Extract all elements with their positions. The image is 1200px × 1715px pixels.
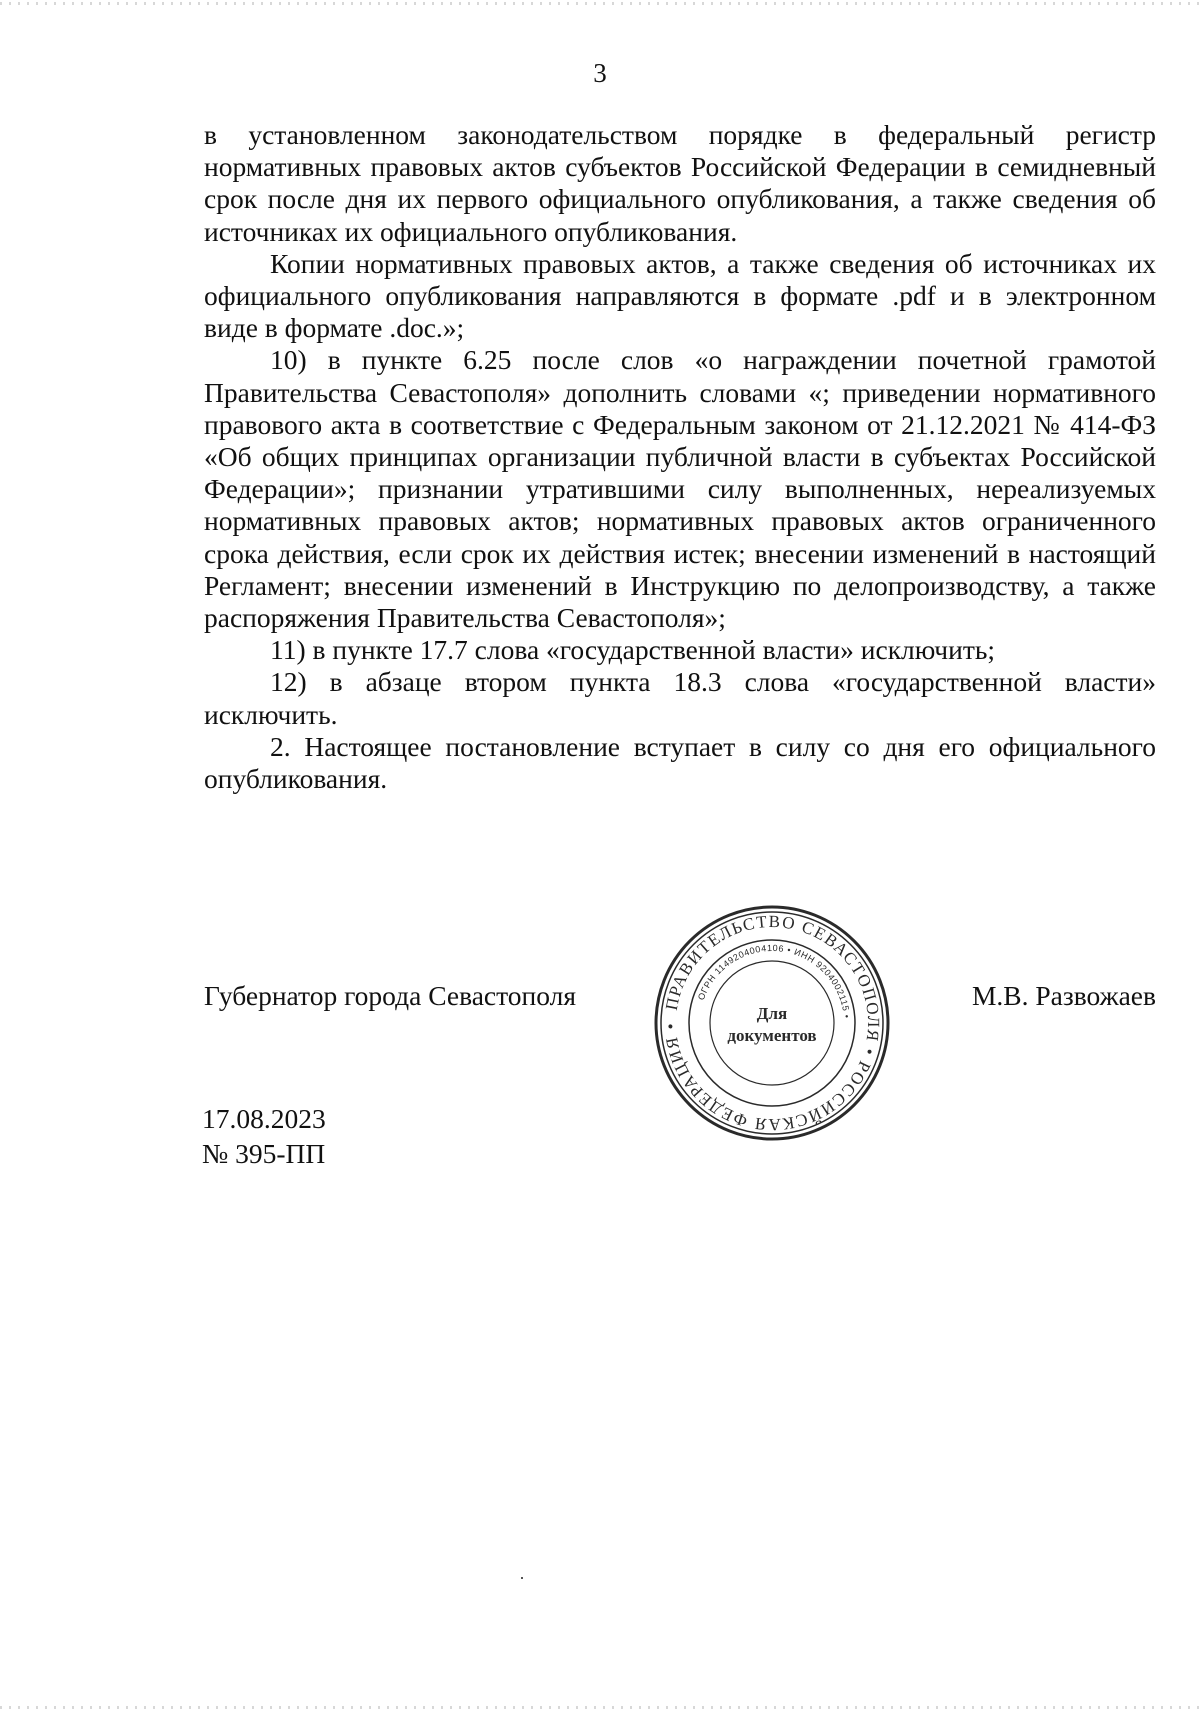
- scan-edge-top: [0, 2, 1200, 5]
- scan-edge-bottom: [0, 1706, 1200, 1709]
- paragraph-2: Копии нормативных правовых актов, а также сведения об источниках их официального опубликования направляются в формате .pdf и в электронном виде в формате .doc.»;: [204, 247, 1156, 344]
- document-body: [204, 119, 1156, 795]
- paragraph-item-11: 11) в пункте 17.7 слова «государственной власти» исключить;: [270, 634, 996, 666]
- paragraph-effective-date: 2. Настоящее постановление вступает в силу со дня его официального опубликования.: [204, 730, 1156, 795]
- signer-name: М.В. Развожаев: [971, 980, 1156, 1011]
- seal-center-line-2: документов: [727, 1026, 817, 1045]
- document-date: 17.08.2023: [202, 1103, 326, 1134]
- document-number: № 395-ПП: [202, 1138, 326, 1169]
- seal-outer-text: ПРАВИТЕЛЬСТВО СЕВАСТОПОЛЯ • РОССИЙСКАЯ ФЕДЕРАЦИЯ •: [660, 911, 884, 1135]
- scan-speck: [521, 1577, 523, 1579]
- paragraph-1: в установленном законодательством порядке в федеральный регистр нормативных правовых актов субъектов Российской Федерации в семидневный срок после дня их первого официального опубликования, а также сведения об источниках их официального опубликования.: [204, 119, 1156, 247]
- page-number: 3: [593, 58, 607, 88]
- signer-position: Губернатор города Севастополя: [204, 980, 576, 1011]
- paragraph-item-10: 10) в пункте 6.25 после слов «о награждении почетной грамотой Правительства Севастополя» дополнить словами «; приведении нормативного правового акта в соответствие с Федеральным законом от 21.12.2021 № 414-ФЗ «Об общих принципах организации публичной власти в субъектах Российской Федерации»; признании утратившими силу выполненных, нереализуемых нормативных правовых актов; нормативных правовых актов ограниченного срока действия, если срок их действия истек; внесении изменений в настоящий Регламент; внесении изменений в Инструкцию по делопроизводству, а также распоряжения Правительства Севастополя»;: [204, 344, 1156, 634]
- official-seal-stamp: [652, 903, 892, 1143]
- seal-inner-text: ОГРН 1149204004106 • ИНН 9204002115 •: [695, 942, 852, 1019]
- seal-center-line-1: Для: [756, 1004, 788, 1023]
- paragraph-item-12: 12) в абзаце втором пункта 18.3 слова «государственной власти» исключить.: [204, 666, 1156, 730]
